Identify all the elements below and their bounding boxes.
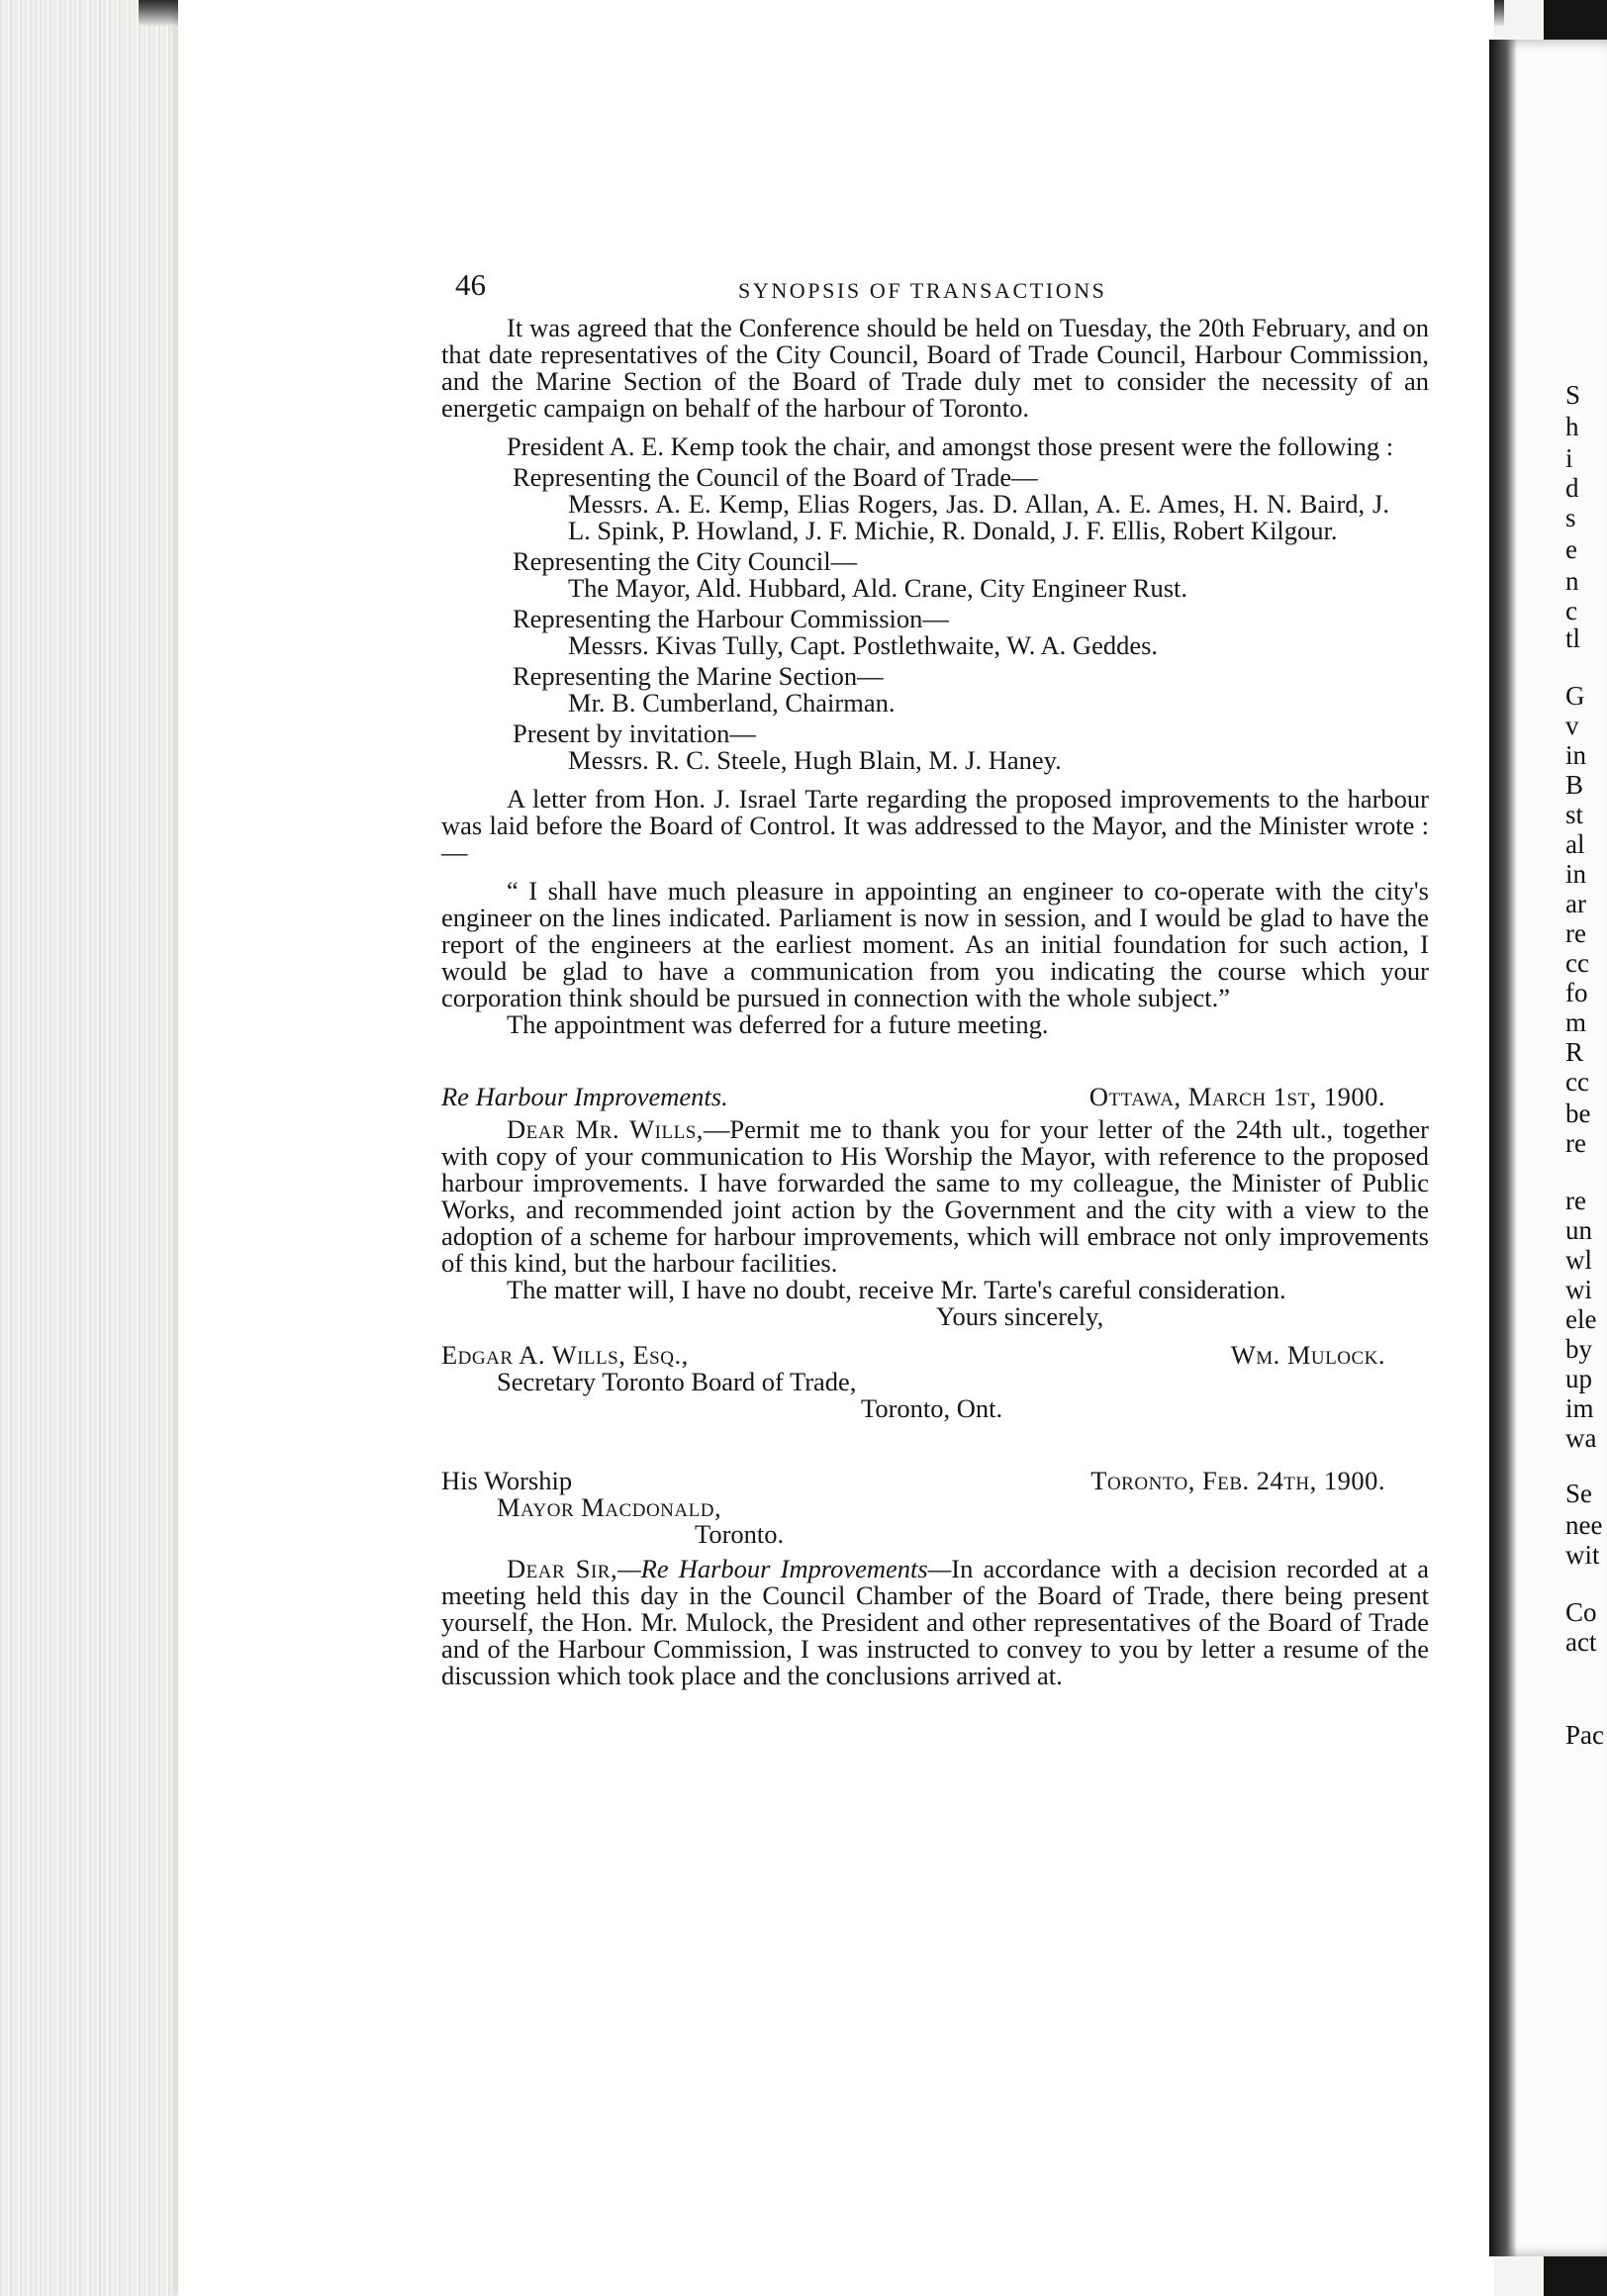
tarte-quote: “ I shall have much pleasure in appointing an engineer to co-operate with the city's engineer on the lines indicated. Parliament is now in session, and I would be glad to have the report of the engineers at the earliest moment. As an initial foundation for such action, I would be glad to have a communication from you indicating the course which your corporation think should be pursued in connection with the whole subject.” (441, 876, 1429, 1012)
facing-page-fragment: i (1565, 443, 1573, 473)
paragraph-deferred: The appointment was deferred for a future meeting. (507, 1009, 1049, 1039)
rep-names: Mr. B. Cumberland, Chairman. (568, 688, 896, 718)
letter-salutation: Dear Sir, (507, 1554, 618, 1583)
rep-heading: Representing the City Council— (513, 546, 858, 576)
addressee-city: Toronto. (695, 1519, 785, 1549)
letter-subject: —Re Harbour Improvements— (617, 1554, 952, 1583)
facing-page-fragment: by (1565, 1334, 1592, 1364)
facing-page-fragment: im (1565, 1393, 1594, 1423)
facing-page-fragment: re (1565, 1128, 1586, 1158)
facing-page-fragment: ele (1565, 1304, 1597, 1334)
representatives-list (441, 464, 1429, 774)
mulock-letter-heading (441, 1084, 1429, 1110)
rep-heading: Present by invitation— (513, 718, 756, 748)
facing-page-fragment: c (1565, 596, 1577, 625)
facing-page-fragment: G (1565, 681, 1585, 711)
mulock-letter-body-2: The matter will, I have no doubt, receive Mr. Tarte's careful consideration. (507, 1275, 1286, 1304)
letter-salutation: Dear Mr. Wills, (507, 1114, 704, 1144)
facing-page-fragment: in (1565, 740, 1587, 770)
rep-names: The Mayor, Ald. Hubbard, Ald. Crane, City Engineer Rust. (568, 573, 1188, 603)
letter-closing: Yours sincerely, (936, 1301, 1104, 1331)
facing-page-fragment: d (1565, 473, 1579, 503)
facing-page-fragment: al (1565, 829, 1585, 859)
facing-page-fragment: n (1565, 566, 1579, 596)
facing-page-fragment: h (1565, 412, 1579, 441)
rep-names: Messrs. R. C. Steele, Hugh Blain, M. J. Haney. (568, 745, 1062, 775)
letter-signature-row (441, 1342, 1429, 1369)
recipient-city: Toronto, Ont. (861, 1393, 1003, 1423)
facing-page-fragment: un (1565, 1215, 1592, 1245)
page-edges (0, 0, 198, 2296)
rep-heading: Representing the Council of the Board of Trade— (513, 462, 1038, 492)
letter-body-text: In accordance with a decision recorded at a meeting held this day in the Council Chamber of the Board of Trade, there being present yourself, the Hon. Mr. Mulock, the President and other representatives of the Board of Trade and of the Harbour Commission, I was instructed to convey to you by letter a resume of the discussion which took place and the conclusions arrived at. (441, 1554, 1429, 1690)
facing-page-fragment: be (1565, 1099, 1591, 1128)
rep-names: Messrs. Kivas Tully, Capt. Postlethwaite, W. A. Geddes. (568, 630, 1159, 660)
facing-page-fragment: v (1565, 711, 1579, 740)
recipient-title: Secretary Toronto Board of Trade, (497, 1367, 857, 1396)
facing-page-fragment: cc (1565, 948, 1589, 978)
rep-names: Messrs. A. E. Kemp, Elias Rogers, Jas. D. Allan, A. E. Ames, H. N. Baird, J. L. Spink, P. Howland, J. F. Michie, R. Donald, J. F. Ellis, Robert Kilgour. (568, 489, 1389, 545)
mayor-letter-body (441, 1556, 1429, 1689)
facing-page-fragment: tl (1565, 623, 1581, 653)
facing-page-fragment: wit (1565, 1540, 1600, 1570)
running-head: SYNOPSIS OF TRANSACTIONS (738, 278, 1107, 303)
facing-page-fragment: wa (1565, 1423, 1597, 1453)
facing-page-fragment: re (1565, 918, 1586, 948)
letter-subject: Re Harbour Improvements. (441, 1082, 728, 1111)
facing-page-fragment: re (1565, 1186, 1586, 1215)
facing-page-fragment: nee (1565, 1510, 1603, 1540)
facing-page-fragment: act (1565, 1627, 1597, 1657)
rep-heading: Representing the Marine Section— (513, 661, 884, 691)
facing-page-fragment: Pac (1565, 1720, 1604, 1750)
facing-page-fragment: st (1565, 800, 1584, 829)
paragraph-conference: It was agreed that the Conference should be held on Tuesday, the 20th February, and on that date representatives of the City Council, Board of Trade Council, Harbour Commission, and the Marine Section of the Board of Trade duly met to consider the necessity of an energetic campaign on behalf of the harbour of Toronto. (441, 313, 1429, 423)
facing-page-fragment: fo (1565, 978, 1588, 1007)
page-header (441, 267, 1429, 307)
facing-page-fragment: ar (1565, 889, 1586, 918)
mayor-letter-heading (441, 1468, 1429, 1494)
facing-page-fragment: cc (1565, 1067, 1589, 1097)
page-number: 46 (455, 267, 486, 302)
paragraph-tarte-letter: A letter from Hon. J. Israel Tarte regarding the proposed improvements to the harbour was laid before the Board of Control. It was addressed to the Mayor, and the Minister wrote :— (441, 784, 1429, 867)
gutter-shadow (1489, 40, 1517, 2256)
paragraph-kemp-chair: President A. E. Kemp took the chair, and amongst those present were the following : (507, 431, 1394, 461)
facing-page-fragment: wi (1565, 1275, 1592, 1304)
facing-page-fragment: wl (1565, 1245, 1592, 1275)
facing-page-fragment: Co (1565, 1597, 1597, 1627)
mulock-letter-body (441, 1116, 1429, 1277)
letter-body-text: —Permit me to thank you for your letter of the 24th ult., together with copy of your communication to His Worship the Mayor, with reference to the proposed harbour improvements. I have forwarded the same to my colleague, the Minister of Public Works, and recommended joint action by the Government and the city with a view to the adoption of a scheme for harbour improvements, which will embrace not only improvements of this kind, but the harbour facilities. (441, 1114, 1430, 1278)
facing-page-fragment: s (1565, 503, 1576, 532)
rep-heading: Representing the Harbour Commission— (513, 604, 949, 633)
facing-page-fragment: S (1565, 380, 1581, 410)
letter-addressee: His Worship (441, 1466, 573, 1495)
addressee-name: Mayor Macdonald, (497, 1492, 722, 1522)
facing-page-fragment: in (1565, 859, 1587, 889)
facing-page-fragment: e (1565, 534, 1577, 564)
page-content (441, 267, 1429, 1689)
letter-recipient: Edgar A. Wills, Esq., (441, 1340, 689, 1370)
facing-page-fragment: m (1565, 1007, 1587, 1037)
facing-page-fragment: R (1565, 1037, 1584, 1067)
facing-page-fragment: Se (1565, 1479, 1592, 1508)
letter-place-date: Toronto, Feb. 24th, 1900. (1090, 1466, 1385, 1495)
letter-signature: Wm. Mulock. (1230, 1340, 1385, 1370)
facing-page-fragment: up (1565, 1364, 1592, 1393)
letter-place-date: Ottawa, March 1st, 1900. (1088, 1082, 1385, 1111)
facing-page-fragment: B (1565, 770, 1584, 800)
